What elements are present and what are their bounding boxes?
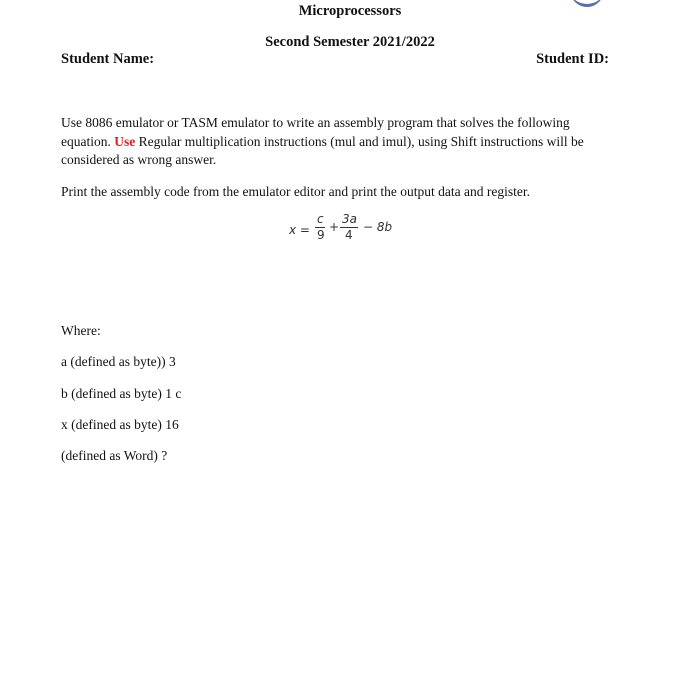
variable-b-line: b (defined as byte) 1 c [61,386,182,401]
variable-x-line: x (defined as byte) 16 [61,417,179,432]
student-name-label: Student Name: [61,51,155,67]
instruction-paragraph [61,114,606,170]
equation-frac2-denominator: 4 [345,228,353,242]
equation [289,210,409,250]
variable-a-line: a (defined as byte)) 3 [61,354,176,369]
equation-plus: + [329,220,340,234]
equation-lhs: x = [289,223,310,237]
instruction-highlight: Use [114,133,136,149]
equation-tail: − 8b [363,220,393,234]
student-id-label: Student ID: [536,51,609,67]
print-instruction: Print the assembly code from the emulator editor and print the output data and register. [61,184,530,199]
equation-frac1-numerator: c [317,212,324,226]
instruction-text-part1: Use 8086 emulator or TASM emulator to write an assembly program that solves the following equation. [61,115,570,149]
instruction-text-part2: Regular multiplication instructions (mul and imul), using Shift instructions will be considered as wrong answer. [61,133,584,167]
equation-frac2-numerator: 3a [342,212,357,226]
semester-heading: Second Semester 2021/2022 [265,34,435,50]
course-title: Microprocessors [298,3,402,19]
where-label: Where: [61,323,101,338]
variable-word-line: (defined as Word) ? [61,448,168,463]
equation-frac1-denominator: 9 [317,228,325,242]
